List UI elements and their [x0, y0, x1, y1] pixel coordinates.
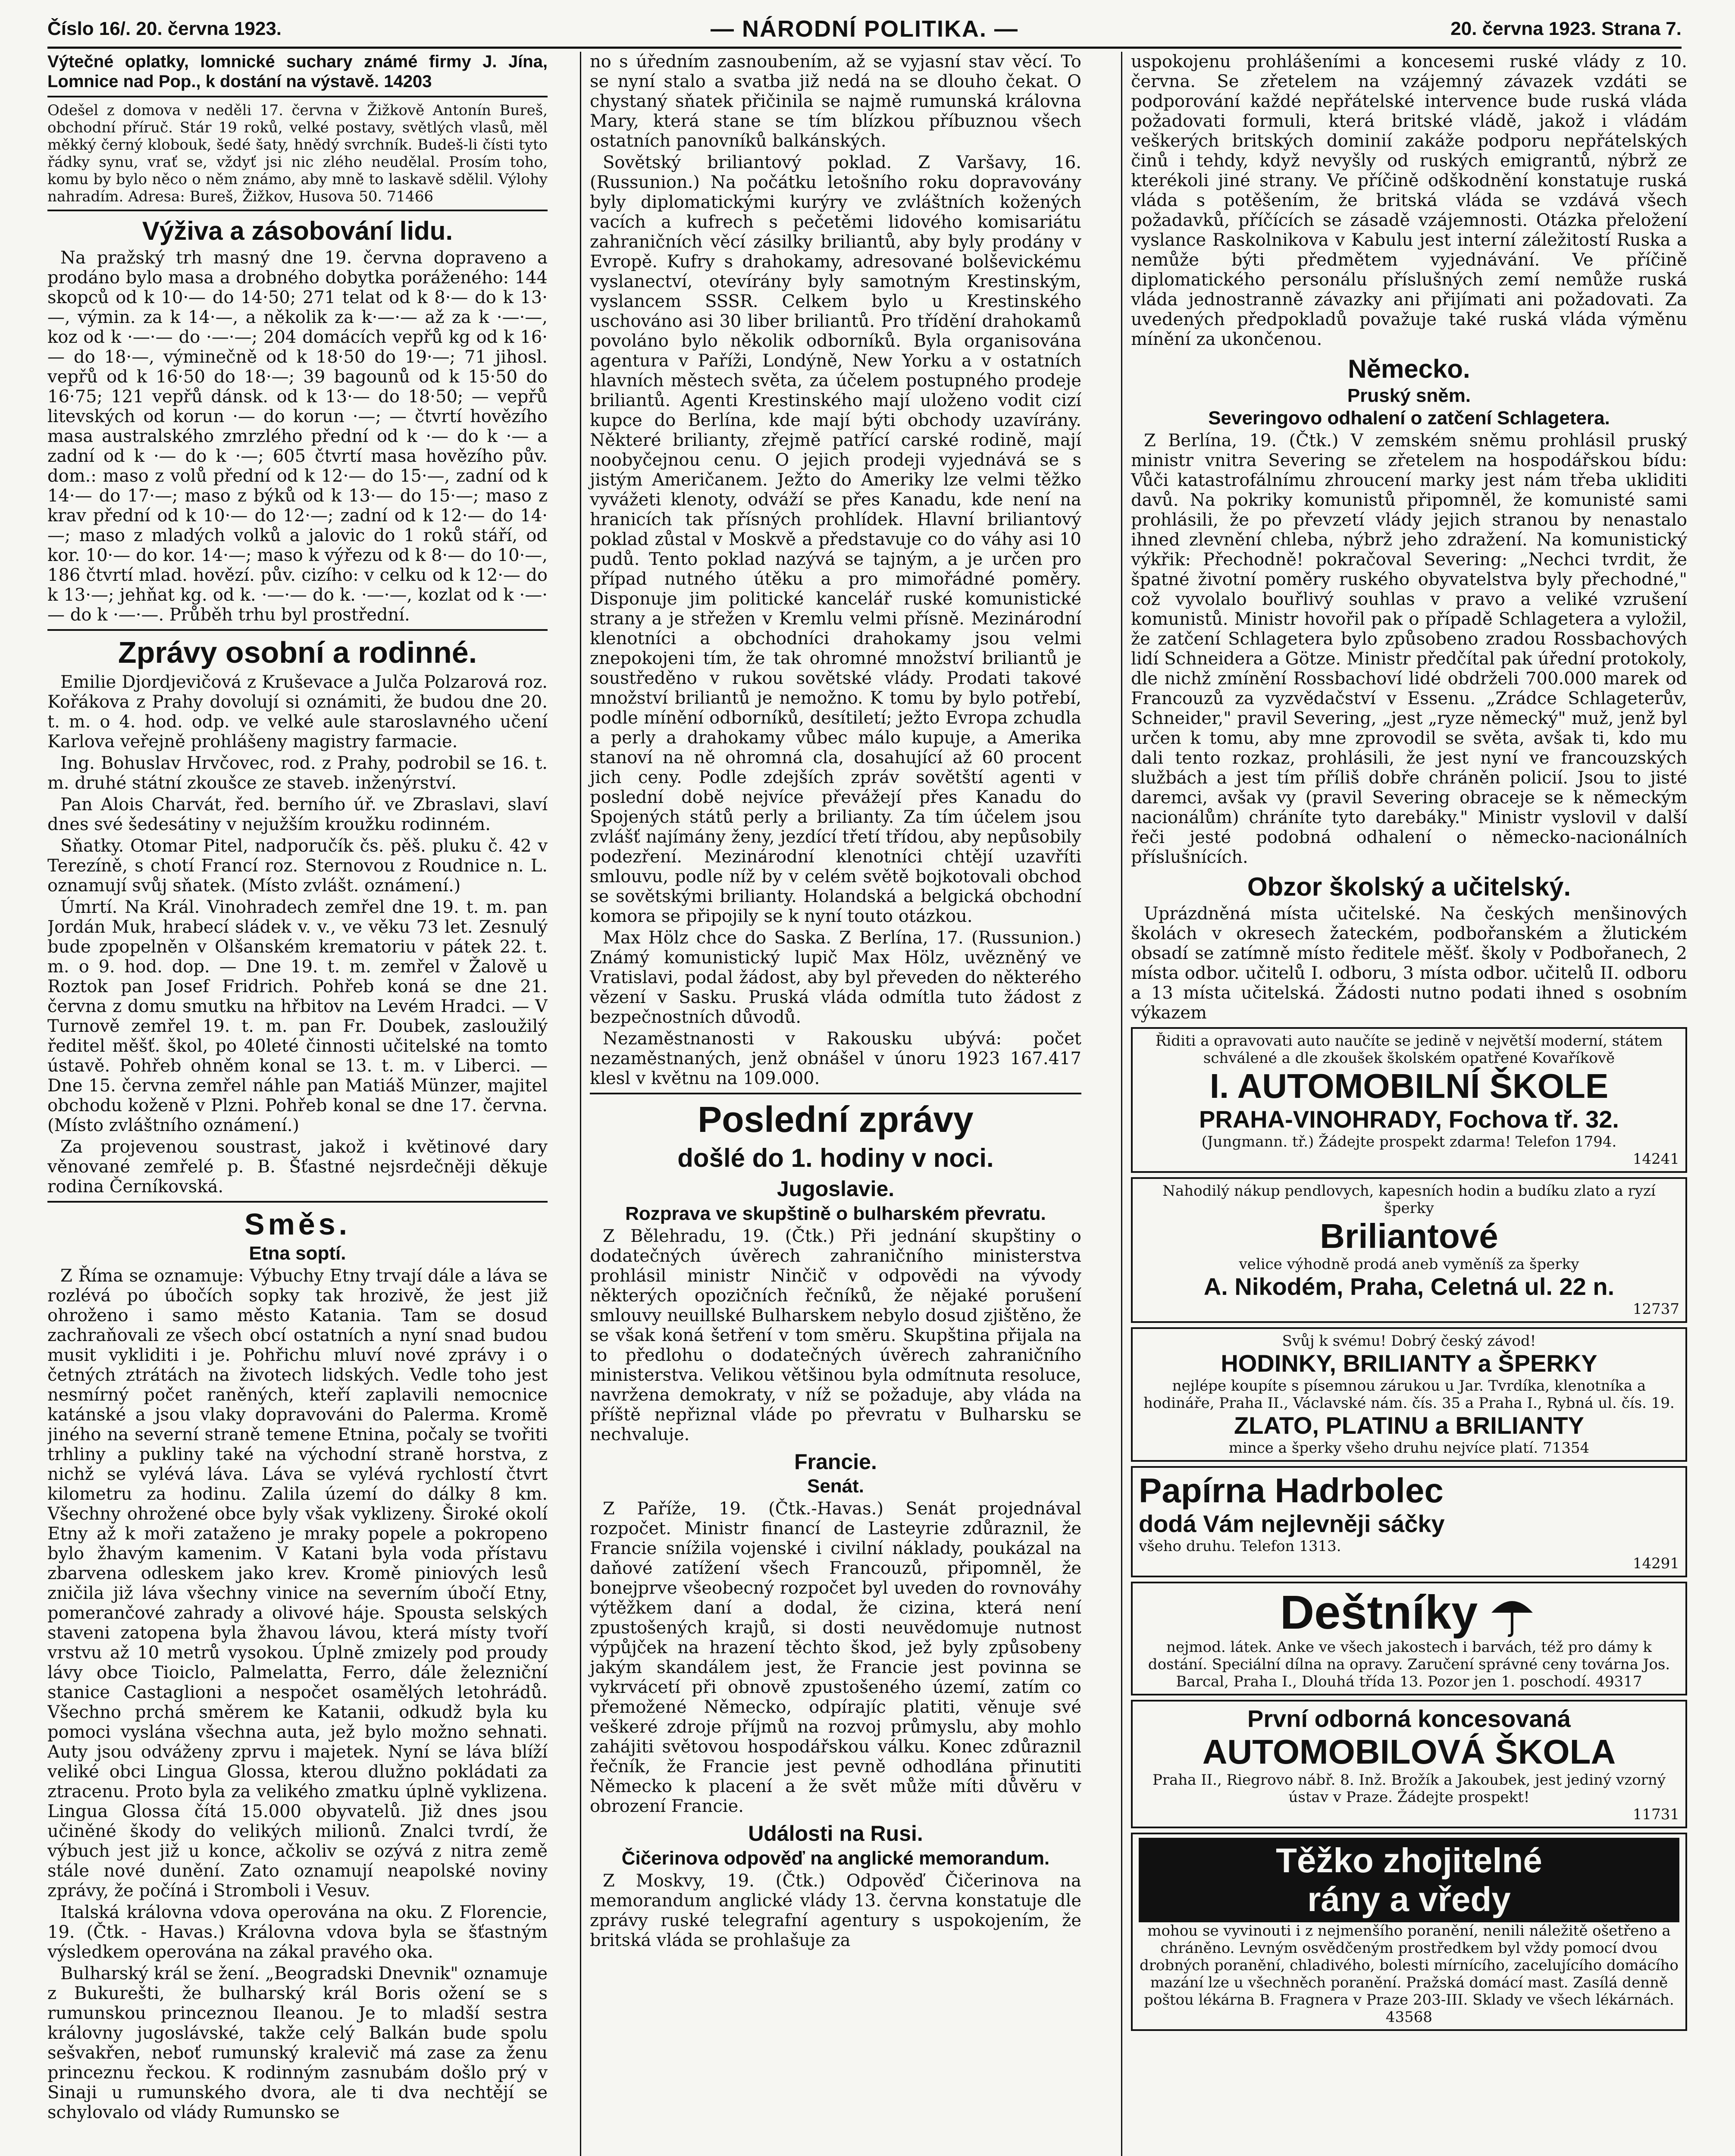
ad-text: Nahodilý nákup pendlovych, kapesních hodin a budíku zlato a ryzí šperky: [1162, 1182, 1656, 1217]
section-title-school: Obzor školský a učitelský.: [1247, 872, 1571, 901]
divider: [590, 1093, 1081, 1094]
ad-address: A. Nikodém, Praha, Celetná ul. 22 n.: [1203, 1273, 1615, 1300]
ad-diamonds: [1131, 1177, 1687, 1323]
section-title-yugoslavia: Jugoslavie.: [777, 1177, 895, 1201]
divider: [47, 210, 548, 211]
personal-item: Za projevenou soustrast, jakož i květinové dary věnované zemřelé p. B. Šťastné nejsrdečněji děkuje rodina Černíkovská.: [47, 1137, 548, 1197]
ad-auto-school-2: [1131, 1700, 1687, 1828]
section-title-france: Francie.: [794, 1449, 877, 1474]
article-russia: Z Moskvy, 19. (Čtk.) Odpověď Čičerinova na memorandum anglické vlády 13. června konstatuje dle zprávy ruské telegrafní agentury s uspokojením, že britská vláda se prohlašuje za: [590, 1871, 1081, 1950]
ad-headline: Deštníky: [1280, 1586, 1478, 1639]
article-germany: Z Berlína, 19. (Čtk.) V zemském sněmu prohlásil pruský ministr vnitra Severing se zřetelem na hospodářskou bídu: Vůči katastrofálnímu zhroucení marky jest nám třeba ukliditi davů. Na pokriky komunistů připomněl, že komunisté sami prohlásili, že po převzetí vlády jejich stranou by nenastalo ihned zlevnění chleba, nýbrž jeho zdražení. Na komunistický výkřik: Přechodně! pokračoval Severing: „Nechci tvrdit, že špatné životní poměry ruského obyvatelstva byly přechodné," což vyvolalo bouřlivý souhlas v pravo a veliké vzrušení komunistů. Ministr hovořil pak o případě Schlagetera a vyložil, že zatčení Schlagetera bylo způsobeno zradou Rossbachových lidí Schneidera a Götze. Ministr předčítal pak úřední protokoly, dle nichž zmínění Rossbachoví lidé obdrželi 700.000 marek od Francouzů za vyzvědačství v Essenu. „Zrádce Schlageterův, Schneider," pravil Severing, „jest „ryze německý" muž, jenž byl určen k tomu, aby mne zprovodil se světa, avšak ti, kdo mu dali tento rozkaz, prohlásili, že jest nyní ve francouzských službách a jest tím příliš dobře chráněn policií. Jsou to jisté daremci, avšak vy (pravil Severing obraceje se k německým nacionálům) chráníte tyto darebáky." Ministr vyslovil v další řeči jesté podobná odhalení o německo-nacionálních příslušnících.: [1131, 431, 1687, 867]
ad-number: 14241: [1632, 1150, 1679, 1168]
food-market-report: Na pražský trh masný dne 19. června dopraveno a prodáno bylo masa a drobného dobytka poráženého: 144 skopců od k 10·— do 14·50; 271 telat od k 8·— do k 13·—, výmin. za k 14·—, a několik za k·—·— až za k ·—·—, koz od k ·—·— do ·—·—; 204 domácích vepřů kg od k 16·— do 18·—, výminečně od k 18·50 do 19·—; 71 jihosl. vepřů od k 16·50 do 18·—; 39 bagounů od k 15·50 do 16·75; 121 vepřů dánsk. od k 13·— do 18·50; — vepřů litevských od korun ·— do korun ·—; — čtvrtí hovězího masa australského zmrzlého přední od k ·— do k ·— a zadní od k ·— do k ·—; 605 čtvrtí masa hovězího pův. dom.: maso z volů přední od k 12·— do 15·—, zadní od k 14·— do 17·—; maso z býků od k 13·— do 15·—; maso z krav přední od k 10·— do 12·—; zadní od k 12·— do 14·—; maso z mladých volků a jalovic do 1 roků stáří, od kor. 10·— do kor. 14·—; maso k výřezu od k 8·— do 10·—, 186 čtvrtí mlad. hovězí. pův. cizího: v celku od k 12·— do k 13·—; jehňat kg. od k. ·—·— do k. ·—·—, kozlat od k ·—·— do k ·—·—. Průběh trhu byl prostřední.: [47, 248, 548, 625]
umbrella-icon: [1486, 1587, 1538, 1639]
ad-address: PRAHA-VINOHRADY, Fochova tř. 32.: [1199, 1106, 1619, 1133]
notice-lost-person: Odešel z domova v neděli 17. června v Žižkově Antonín Bureš, obchodní příruč. Stár 19 roků, velké postavy, světlých vlasů, měl měkký černý klobouk, šedé šaty, hnědý svrchník. Budeš-li čísti tyto řádky synu, vrať se, vždyť jsi nic zlého neudělal. Prosím toho, komu by bylo něco o něm známo, aby mně to laskavě sdělil. Výlohy nahradím. Adresa: Bureš, Žižkov, Husova 50. 71466: [47, 102, 548, 205]
ad-text: Svůj k svému! Dobrý český závod!: [1282, 1332, 1536, 1350]
personal-item: Úmrtí. Na Král. Vinohradech zemřel dne 19. t. m. pan Jordán Muk, hrabecí sládek v. v., ve věku 73 let. Zesnulý bude zpopelněn v Olšanském krematoriu v pátek 22. t. m. o 9. hod. dop. — Dne 19. t. m. zemřel v Žalově u Roztok pan Josef Fridrich. Pohřeb koná se dne 21. června z domu smutku na hřbitov na Levém Hradci. — V Turnově zemřel 19. t. m. pan Fr. Doubek, zasloužilý ředitel měšť. škol, po 40leté činnosti učitelské na tomto ústavě. Pohřeb ohněm konal se 13. t. m. v Liberci. — Dne 15. června zemřel náhle pan Matiáš Münzer, majitel obchodu koženě v Plzni. Pohřeb konal se dne 17. června. (Místo zvláštního oznámení.): [47, 897, 548, 1135]
newspaper-title: — NÁRODNÍ POLITIKA. —: [711, 16, 1018, 42]
divider: [47, 96, 548, 97]
article-russia-continued: uspokojenu prohlášeními a koncesemi ruské vlády z 10. června. Se zřetelem na vzájemný závazek vzdáti se podporování každé nepřátelské intervence bude ruská vláda požadovati formuli, která britské vládě, jakož i vládám veškerých britských dominií zakáže podporu nepřátelských činů i tehdy, když nevyšly od ruských emigrantů, nýbrž ze kterékoli jiné strany. Ve příčině odškodnění konstatuje ruská vláda s potěšením, že britská vláda se vzdává všech požadavků, příčících se zásadě vzájemnosti. Otázka přeložení vyslance Raskolnikova v Kabulu jest interní záležitostí Ruska a nemůže býti předmětem vyjednávání. Ve příčině diplomatického personálu příslušných zemí nemůže ruská vláda jednostranně závazky ani přijímati ani požadovati. Za uvedených předpokladů považuje také ruská vláda výměnu mínění za ukončenou.: [1131, 52, 1687, 349]
notice-oplatky: Výtečné oplatky, lomnické suchary známé firmy J. Jína, Lomnice nad Pop., k dostání na výstavě. 14203: [47, 52, 548, 91]
ad-text: Praha II., Riegrovo nábř. 8. Inž. Brožík a Jakoubek, jest jediný vzorný ústav v Praze. Žádejte prospekt!: [1152, 1771, 1666, 1806]
ad-paper-bags: [1131, 1466, 1687, 1577]
ad-text: (Jungmann. tř.) Žádejte prospekt zdarma! Telefon 1794.: [1201, 1133, 1617, 1150]
ad-ointment: [1131, 1833, 1687, 2031]
personal-item: Sňatky. Otomar Pitel, nadporučík čs. pěš. pluku č. 42 v Terezíně, s chotí Francí roz. Sternovou z Roudnice n. L. oznamují svůj sňatek. (Místo zvlášt. oznámení.): [47, 836, 548, 896]
ad-headline: AUTOMOBILOVÁ ŠKOLA: [1202, 1733, 1616, 1771]
section-subtitle-latest: došlé do 1. hodiny v noci.: [677, 1144, 994, 1173]
divider: [47, 629, 548, 631]
section-title-food: Výživa a zásobování lidu.: [142, 216, 453, 245]
ad-headline: Těžko zhojitelné: [1276, 1841, 1542, 1880]
note-item: Italská královna vdova operována na oku. Z Florencie, 19. (Čtk. - Havas.) Královna vdova byla se šťastným výsledkem operována na zákal pravého oka.: [47, 1902, 548, 1962]
column-2: [580, 52, 1081, 2156]
ad-headline: I. AUTOMOBILNÍ ŠKOLE: [1209, 1067, 1609, 1105]
page-date: 20. června 1923. Strana 7.: [1450, 18, 1682, 39]
ad-number: 11731: [1632, 1806, 1679, 1823]
ad-headline: Papírna Hadrbolec: [1139, 1471, 1444, 1510]
section-title-personal: Zprávy osobní a rodinné.: [118, 636, 477, 669]
divider: [47, 1201, 548, 1203]
section-title-latest: Poslední zprávy: [698, 1099, 974, 1140]
section-title-germany: Německo.: [1348, 354, 1470, 383]
section-title-mix: Směs.: [244, 1207, 351, 1241]
article-soviet-diamonds: Sovětský briliantový poklad. Z Varšavy, 16. (Russunion.) Na počátku letošního roku dopravovány byly diplomatickými kurýry ve zvláštních kožených vacích a kufrech s pečetěmi lidového komisariátu zahraničních věcí zásilky briliantů, aby byly prodány v Evropě. Kufry s drahokamy, adresované bolševickému vyslanectví, otevírány byly samotným Krestinským, vyslancem SSSR. Celkem bylo u Krestinského uschováno asi 30 liber briliantů. Pro třídění drahokamů povoláno bylo několik odborníků. Byla organisována agentura v Paříži, Londýně, New Yorku a v ostatních hlavních městech světa, za účelem postupného prodeje briliantů. Agenti Krestinského mají uloženo vodit cizí kupce do Berlína, kde mají býti obchody uzavírány. Některé brilianty, zřejmě patřící carské rodině, mají noobyčejnou cenu. O jejich prodeji vyjednává se s jistým Američanem. Ježto do Ameriky lze velmi těžko vyvážeti klenoty, odváží se přes Kanadu, kde není na hranicích tak přísných prohlídek. Hlavní briliantový poklad zůstal v Moskvě a představuje co do váhy asi 10 pudů. Tento poklad nazývá se tajným, a je určen pro případ nutného útěku a pro mimořádné poměry. Disponuje jim politické kancelář ruské komunistické strany a je střežen v Kremlu velmi přísně. Mezinárodní klenotníci a obchodníci drahokamy jsou velmi znepokojeni tím, že tak ohromné množství briliantů je soustředěno v rukou sovětské vlády. Prodati takové množství briliantů je nemožno. K tomu by bylo potřebí, podle mínění odborníků, desítiletí; ježto Evropa zchudla a perly a drahokamy vůbec málo kupuje, a Amerika stanoví na ně ohromná cla, dosahující až 60 procent jich ceny. Podle zdejších zpráv sovětští agenti v poslední době nejvíce převážejí přes Kanadu do Spojených států perly a brilianty. Za tím účelem jsou zvlášť najímány ženy, jezdící třetí třídou, aby nepůsobily podezření. Mezinárodní klenotníci chtějí uzavříti smlouvu, podle níž by v celém světě bojkotovali obchod se sovětskými brilianty. Holandská a belgická obchodní komora se připojily se k nyní touto otázkou.: [590, 153, 1081, 926]
ad-text: Řiditi a opravovati auto naučíte se jedině v největší moderní, státem schválené a dle zkoušek školském opatřené Kovaříkově: [1155, 1032, 1663, 1067]
article-subtitle-severing: Severingovo odhalení o zatčení Schlagetera.: [1208, 407, 1610, 429]
ad-text: mince a šperky všeho druhu nejvíce platí. 71354: [1228, 1439, 1590, 1457]
section-title-russia: Události na Rusi.: [748, 1821, 923, 1846]
ad-watches: [1131, 1327, 1687, 1462]
ad-number: 12737: [1632, 1300, 1679, 1318]
ad-headline: HODINKY, BRILIANTY a ŠPERKY: [1221, 1350, 1597, 1377]
article-subtitle-senate: Senát.: [807, 1476, 864, 1497]
ad-text: nejlépe koupíte s písemnou zárukou u Jar. Tvrdíka, klenotníka a hodináře, Praha II., Václavské nám. čís. 35 a Praha I., Rybná ul. čís. 19.: [1143, 1377, 1675, 1412]
article-continued: no s úředním zasnoubením, až se vyjasní stav věcí. To se nyní stalo a svatba již nedá na se dlouho čekat. O chystaný sňatek přičinila se najmě rumunská královna Mary, která stane se tím blízkou příbuznou všech ostatních panovníků balkánských.: [590, 52, 1081, 151]
page-header: [47, 12, 1682, 49]
note-item: Bulharský král se žení. „Beogradski Dnevnik" oznamuje z Bukurešti, že bulharský král Boris ožení se s rumunskou princeznou Ileanou. Je to mladší sestra královny jugoslávské, takže celý Balkán bude spolu sešvakřen, neboť rumunský kralevič má zase za ženu princeznu řeckou. K rodinným zasnubám došlo prý v Sinaji u rumunského dvora, ale ti dva nechtějí se schylovalo od vlády Rumunsko se: [47, 1964, 548, 2122]
article-unemployment: Nezaměstnanosti v Rakousku ubývá: počet nezaměstnaných, jenž obnášel v únoru 1923 167.417 klesl v květnu na 109.000.: [590, 1029, 1081, 1088]
ad-text: všeho druhu. Telefon 1313.: [1139, 1538, 1341, 1555]
article-school: Uprázdněná místa učitelské. Na českých menšinových školách v okresech žateckém, podbořanském a žlutickém obsadí se zatímně místo ředitele měšť. školy v Podbořanech, 2 místa odbor. učitelů I. odboru, 3 místa odbor. učitelů II. odboru a 13 místa učitelská. Žádosti nutno podati ihned s osobním výkazem: [1131, 904, 1687, 1023]
column-3: [1121, 52, 1687, 2156]
article-yugoslavia: Z Bělehradu, 19. (Čtk.) Při jednání skupštiny o dodatečných úvěrech zahraničního ministerstva prohlásil ministr Ninčič v odpovědi na vývody některých opozičních řečníků, že nějaké porušení smlouvy neuillské Bulharskem nebylo dosud zjištěno, že se však koná šetření v tom směru. Skupština přijala na to předlohu o dodatečných úvěrech zahraničního ministerstva. Velikou většinou byla odmítnuta resoluce, navržena demokraty, v níž se požaduje, aby vláda na příště nepřiznal vláde po převratu v Bulharsku se nechvaluje.: [590, 1226, 1081, 1445]
ad-text: nejmod. látek. Anke ve všech jakostech i barvách, též pro dámy k dostání. Speciální dílna na opravy. Zaručení správné ceny továrna Jos. Barcal, Praha I., Dlouhá třída 13. Pozor jen 1. poschodí. 49317: [1148, 1639, 1670, 1690]
ad-text: dodá Vám nejlevněji sáčky: [1139, 1510, 1445, 1537]
column-1: [47, 52, 548, 2156]
ad-auto-school-1: [1131, 1027, 1687, 1173]
ad-headline: ZLATO, PLATINU a BRILIANTY: [1234, 1412, 1584, 1439]
ad-text: mohou se vyvinouti i z nejmenšího poranění, nenili náležitě ošetřeno a chráněno. Levným osvědčeným prostředkem byl vždy pomocí dvou drobných poranění, chladivého, bolesti mírnícího, zacelujícího domácího mazání lze u všechněch poranění. Pražská domácí mast. Zasílá denně poštou lékárna B. Fragnera v Praze 203-III. Sklady ve všech lékárnách. 43568: [1139, 1922, 1679, 2026]
personal-item: Ing. Bohuslav Hrvčovec, rod. z Prahy, podrobil se 16. t. m. druhé státní zkoušce ze staveb. inženýrství.: [47, 753, 548, 793]
article-france: Z Paříže, 19. (Čtk.-Havas.) Senát projednával rozpočet. Ministr financí de Lasteyrie zdůraznil, že Francie snížila vojenské i civilní náklady, poukázal na daňové zatížení všech Francouzů, připomněl, že bonejprve všeobecný rozpočet byl uveden do rovnováhy výtěžkem daní a dodal, že cizina, která není zpustošených krajů, si dosti neuvědomuje nutnost výpůjček na hrazení těchto škod, jež byly způsobeny jakým skandálem jest, že Francie jest povinna se vykrvácetí při obnově zpustošeného území, zatím co přemožené Německo, odpírajíc platiti, věnuje své veškeré zdroje příjmů na rozvoj průmyslu, aby mohlo zahájiti světovou hospodářskou válku. Konec zdůraznil řečník, že Francie jest pevně odhodlána přinutiti Německo k placení a že svět může míti důvěru v obrození Francie.: [590, 1499, 1081, 1817]
personal-item: Emilie Djordjevičová z Kruševace a Julča Polzarová roz. Kořákova z Prahy dovolují si oznámiti, že budou dne 20. t. m. o 4. hod. odp. ve velké aule staroslavného učení Karlova veřejně prohlášeny magistry farmacie.: [47, 672, 548, 752]
personal-item: Pan Alois Charvát, řed. berního úř. ve Zbraslavi, slaví dnes své šedesátiny v nejužším kroužku rodinném.: [47, 794, 548, 834]
article-subtitle-russia: Čičerinova odpověď na anglické memorandum.: [621, 1847, 1050, 1869]
ad-umbrellas: [1131, 1582, 1687, 1695]
article-etna: Z Říma se oznamuje: Výbuchy Etny trvají dále a láva se rozlévá po úbočích sopky tak hrozivě, že jest již ohroženo i samo město Katania. Tam se dosud zachraňovali ze všech obcí ostatních a nyní snad budou musit vykliditi i je. Pohřichu mluví nové zprávy i o četných ztrátách na životech lidských. Vedle toho jest nesmírný počet raněných, kteří zaplavili nemocnice katánské a jsou vlaky dopravováni do Palerma. Kromě jiného na severní straně temene Etnina, počaly se tvořiti trhliny a puklinу také na východní straně horstva, z nichž se vylévá láva. Láva se vylévá rychlostí čtvrt kilometru za hodinu. Zalila území do dálky 8 km. Všechny ohrožené obce byly však vyklizeny. Široké okolí Etny až k moři zataženo je mraky popele a pokropeno bylo žhavým kamenim. V Katani byla voda přístavu zbarvena odleskem jako krev. Kromě piniových lesů zničila již láva všechny vinice na severním úbočí Etny, pomerančové zahrady a olivové háje. Spousta selských staveni zatopena byla žhavou lávou, která místy tvoří vrstvu až 10 metrů vysokou. Úplně zmizely pod proudy lávy obce Tioiclo, Palmelatta, Ferro, dále železniční stanice Castaglioni a nespočet osamělých letohrádů. Všechno prchá směrem ke Katanii, odkudž byla ku pomoci vyslána všechna auta, jež bylo možno sehnati. Auty jsou odváženy zprvu i majetek. Nyní se láva blíží veliké obci Lingua Glossa, kterou dlužno pokládati za ztracenu. Proto byla za velikého zmatku úplně vyklizena. Lingua Glossa čítá 15.000 obyvatelů. Již dnes jsou učiněné škody do velikých milionů. Znalci tvrdí, že výbuch jest již u konce, ačkoliv se ozývá z nitra země stále nové dunění. Zato oznamují neapolské noviny zprávy, že počíná i Stromboli i Vesuv.: [47, 1266, 548, 1901]
article-subtitle-prussian-diet: Pruský sněm.: [1347, 385, 1471, 406]
ad-headline: rány a vředy: [1307, 1880, 1511, 1918]
ad-text: První odborná koncesovaná: [1247, 1705, 1571, 1732]
article-holz: Max Hölz chce do Saska. Z Berlína, 17. (Russunion.) Známý komunistický lupič Max Hölz, uvězněný ve Vratislavi, podal žádost, aby byl převeden do některého vězení v Sasku. Pruská vláda odmítla tuto žádost z bezpečnostních důvodů.: [590, 928, 1081, 1027]
article-title-etna: Etna soptí.: [249, 1243, 346, 1264]
article-subtitle-yugoslavia: Rozprava ve skupštině o bulharském převratu.: [625, 1203, 1046, 1224]
issue-number: Číslo 16/. 20. června 1923.: [47, 18, 282, 39]
ad-text: velice výhodně prodá aneb vyměníš za šperky: [1239, 1256, 1579, 1273]
ad-number: 14291: [1632, 1555, 1679, 1572]
ad-headline: Briliantové: [1320, 1217, 1498, 1255]
